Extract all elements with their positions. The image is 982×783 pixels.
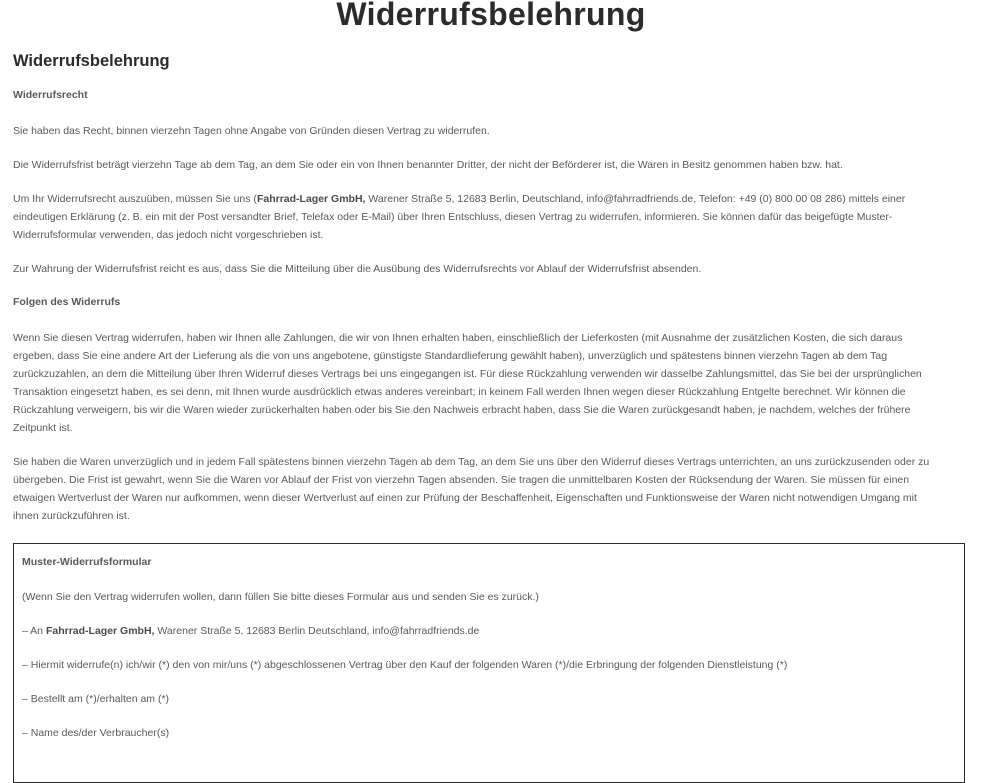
exercise-prefix: Um Ihr Widerrufsrecht auszuüben, müssen Sie uns ( xyxy=(13,193,257,205)
form-recipient xyxy=(22,622,479,640)
paragraph-return xyxy=(13,453,953,525)
heading-folgen: Folgen des Widerrufs xyxy=(13,296,121,308)
return-line: Sie haben die Waren unverzüglich und in jedem Fall spätestens binnen vierzehn Tagen ab dem Tag, an dem Sie uns über den Widerruf dieses Vertrags unterrichten, an uns zurückzusenden oder zu xyxy=(13,456,930,468)
refund-line: Zeitpunkt ist. xyxy=(13,422,73,434)
refund-line: Rückzahlung verweigern, bis wir die Waren wieder zurückerhalten haben oder bis Sie den Nachweis erbracht haben, dass Sie die Waren zurückgesandt haben, je nachdem, welches der frühere xyxy=(13,404,911,416)
section-title: Widerrufsbelehrung xyxy=(13,52,170,70)
exercise-line3: Widerrufsformular verwenden, das jedoch nicht vorgeschrieben ist. xyxy=(13,229,324,241)
paragraph-period: Die Widerrufsfrist beträgt vierzehn Tage ab dem Tag, an dem Sie oder ein von Ihnen benannter Dritter, der nicht der Beförderer ist, die Waren in Besitz genommen haben bzw. hat. xyxy=(13,159,843,171)
refund-line: zurückzuzahlen, an dem die Mitteilung über Ihren Widerruf dieses Vertrags bei uns eingegangen ist. Für diese Rückzahlung verwenden wir dasselbe Zahlungsmittel, das Sie bei der ursprünglichen xyxy=(13,368,922,380)
form-company-name: Fahrrad-Lager GmbH, xyxy=(45,625,155,637)
form-intro: (Wenn Sie den Vertrag widerrufen wollen, dann füllen Sie bitte dieses Formular aus und senden Sie es zurück.) xyxy=(22,591,539,603)
form-name-line: – Name des/der Verbraucher(s) xyxy=(22,727,170,739)
paragraph-deadline: Zur Wahrung der Widerrufsfrist reicht es aus, dass Sie die Mitteilung über die Ausübung des Widerrufsrechts vor Ablauf der Widerrufsfrist absenden. xyxy=(13,263,702,275)
exercise-line2: eindeutigen Erklärung (z. B. ein mit der Post versandter Brief, Telefax oder E-Mail) über Ihren Entschluss, diesen Vertrag zu widerrufen, informieren. Sie können dafür das beigefügte Muster- xyxy=(13,211,893,223)
company-name: Fahrrad-Lager GmbH, xyxy=(256,193,366,205)
return-line: ihnen zurückzuführen ist. xyxy=(13,510,130,522)
return-line: etwaigen Wertverlust der Waren nur aufkommen, wenn dieser Wertverlust auf einen zur Prüfung der Beschaffenheit, Eigenschaften und Funktionsweise der Waren nicht notwendigen Umgang mit xyxy=(13,492,917,504)
exercise-line1-rest: Warener Straße 5, 12683 Berlin, Deutschland, info@fahrradfriends.de, Telefon: +49 (0) 800 00 08 286) mittels einer xyxy=(365,193,906,205)
paragraph-right: Sie haben das Recht, binnen vierzehn Tagen ohne Angabe von Gründen diesen Vertrag zu widerrufen. xyxy=(13,125,490,137)
refund-line: Wenn Sie diesen Vertrag widerrufen, haben wir Ihnen alle Zahlungen, die wir von Ihnen erhalten haben, einschließlich der Lieferkosten (mit Ausnahme der zusätzlichen Kosten, die sich daraus xyxy=(13,332,903,344)
form-recipient-prefix: – An xyxy=(22,625,46,637)
form-contract-line: – Hiermit widerrufe(n) ich/wir (*) den von mir/uns (*) abgeschlossenen Vertrag über den Kauf der folgenden Waren (*)/die Erbringung der folgenden Dienstleistung (*) xyxy=(22,659,788,671)
refund-line: Transaktion eingesetzt haben, es sei denn, mit Ihnen wurde ausdrücklich etwas anderes vereinbart; in keinem Fall werden Ihnen wegen dieser Rückzahlung Entgelte berechnet. Wir können die xyxy=(13,386,906,398)
form-recipient-address: Warener Straße 5, 12683 Berlin Deutschland, info@fahrradfriends.de xyxy=(154,625,480,637)
form-ordered-line: – Bestellt am (*)/erhalten am (*) xyxy=(22,693,170,705)
page-title: Widerrufsbelehrung xyxy=(336,0,646,32)
refund-line: ergeben, dass Sie eine andere Art der Lieferung als die von uns angebotene, günstigste Standardlieferung gewählt haben), unverzüglich und spätestens binnen vierzehn Tagen ab dem Tag xyxy=(13,350,888,362)
document-content xyxy=(13,50,953,525)
paragraph-exercise xyxy=(13,190,953,244)
return-line: übergeben. Die Frist ist gewahrt, wenn Sie die Waren vor Ablauf der Frist von vierzehn Tagen absenden. Sie tragen die unmittelbaren Kosten der Rücksendung der Waren. Sie müssen für einen xyxy=(13,474,910,486)
paragraph-refund xyxy=(13,329,953,437)
form-heading: Muster-Widerrufsformular xyxy=(22,556,152,568)
withdrawal-form-box xyxy=(13,543,965,783)
heading-widerrufsrecht: Widerrufsrecht xyxy=(13,89,88,101)
